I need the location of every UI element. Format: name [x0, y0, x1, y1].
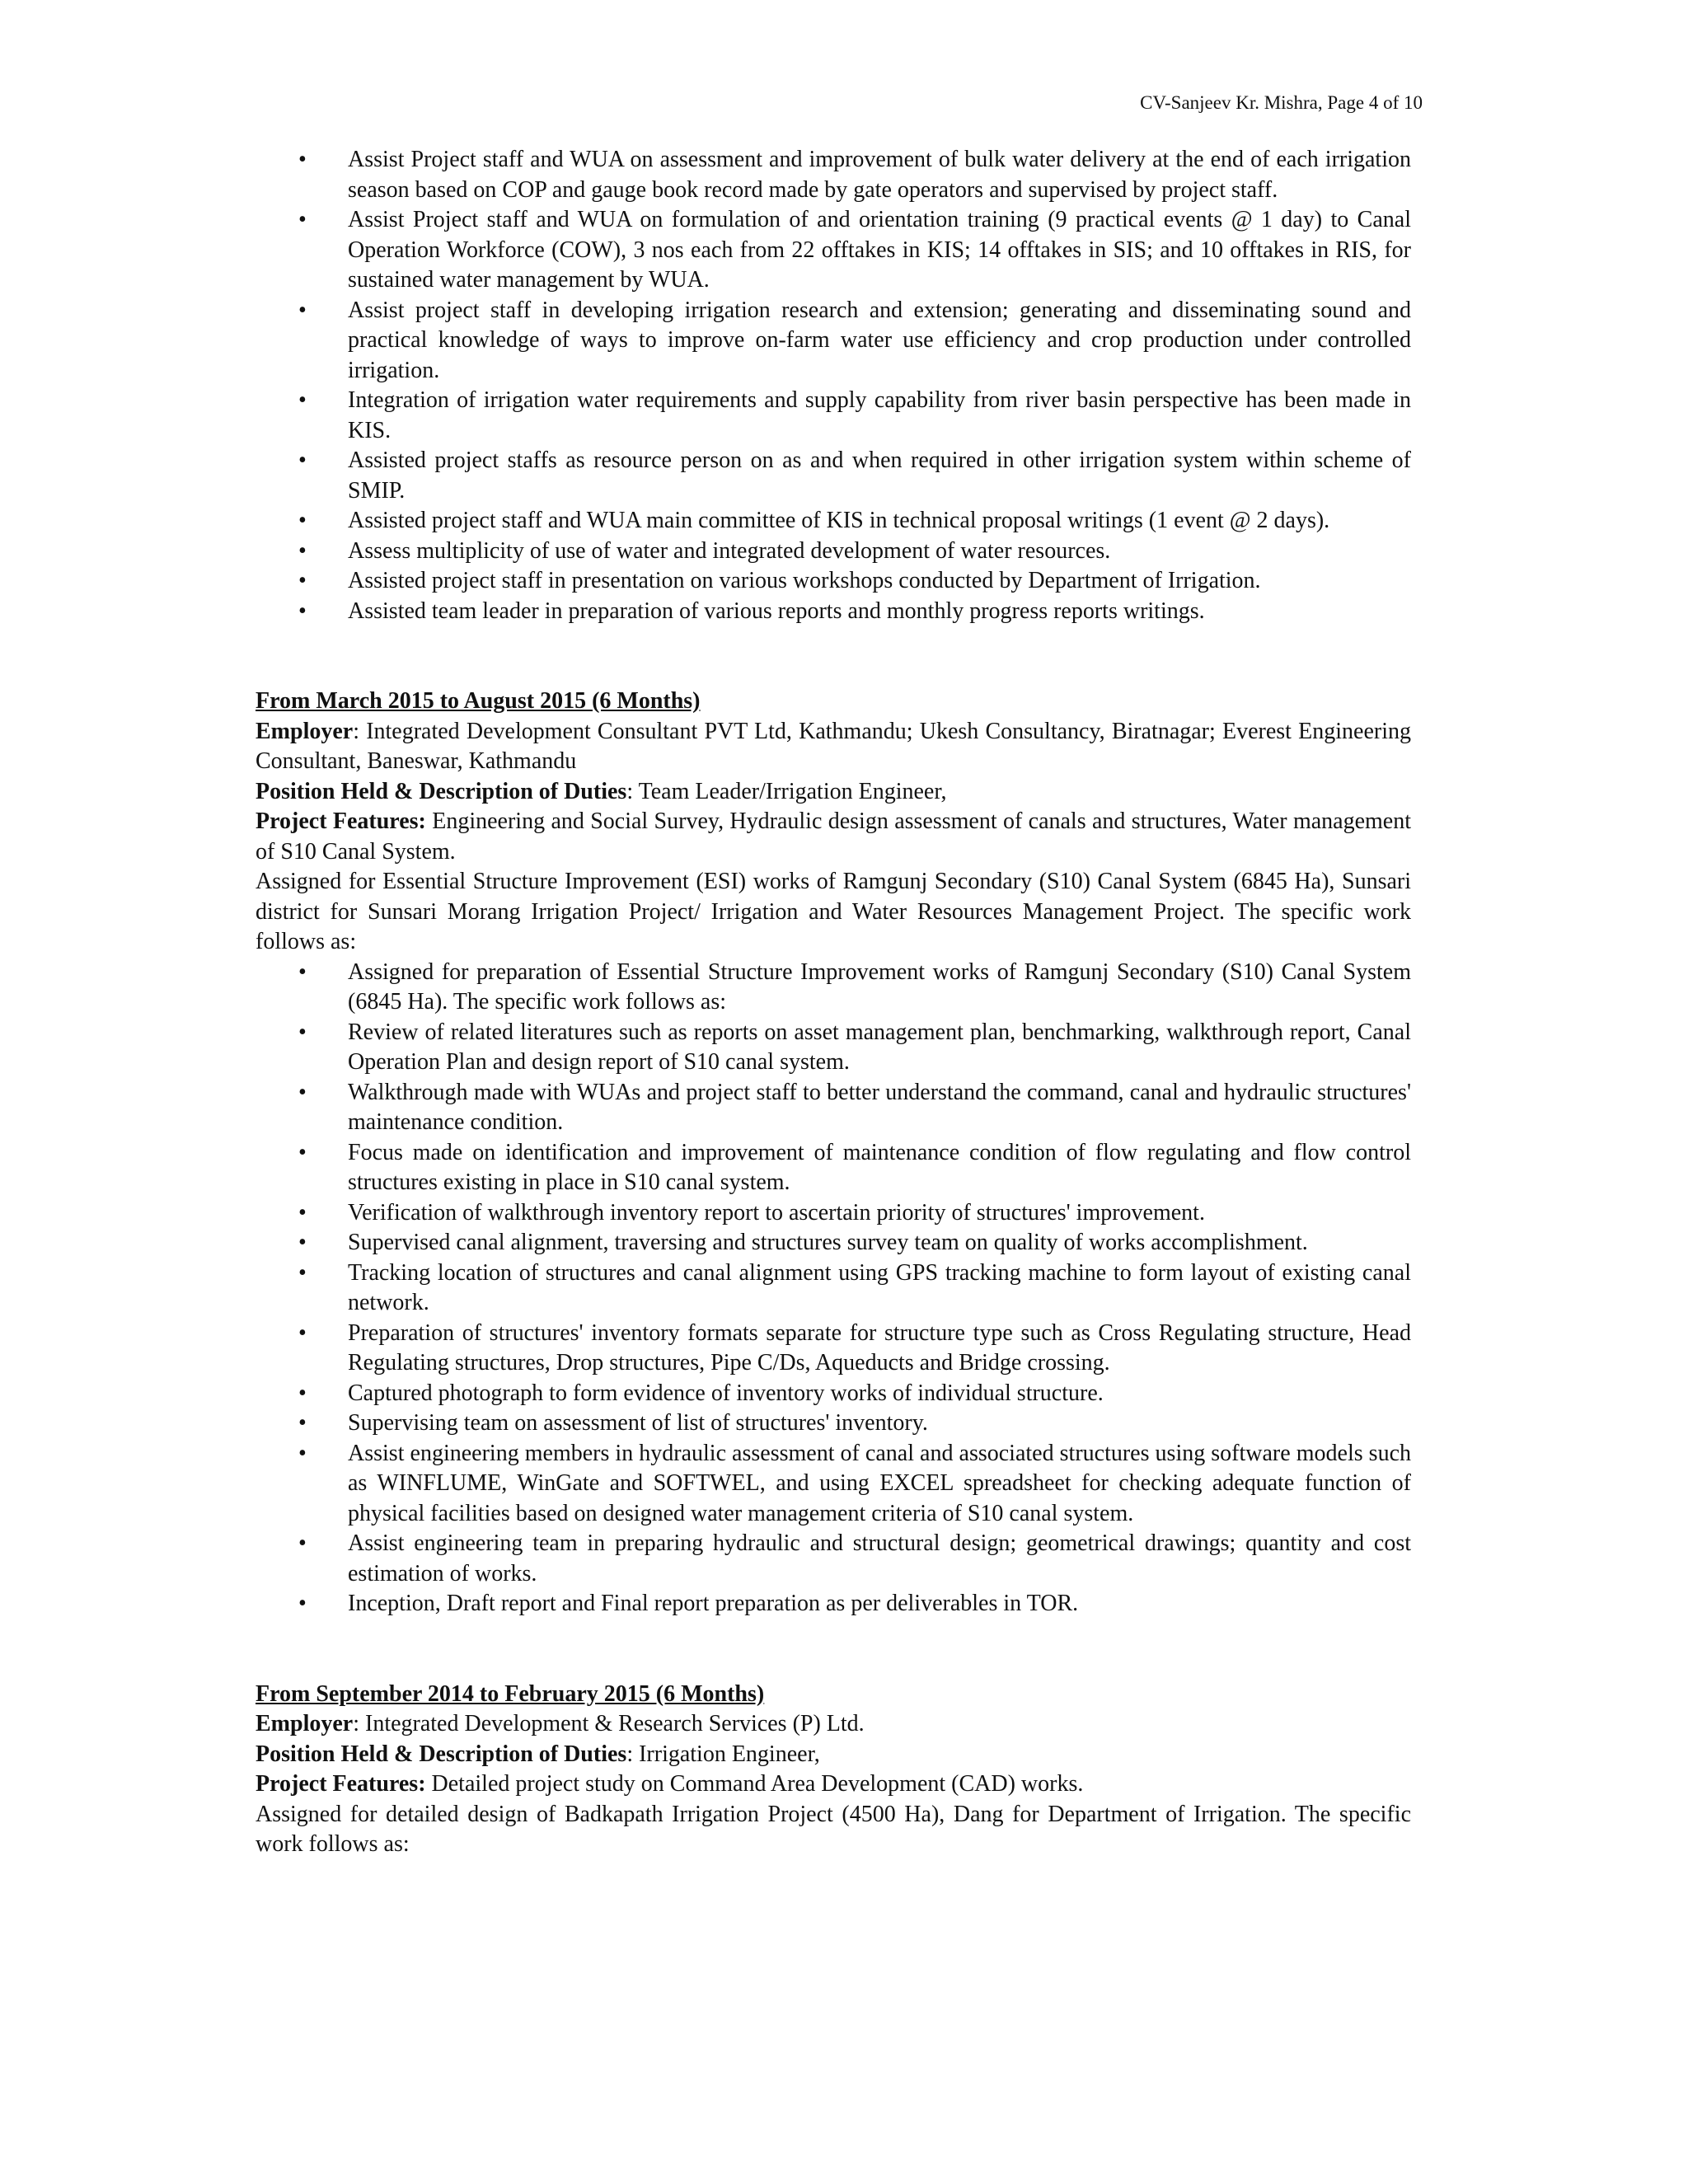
- list-item: • Supervised canal alignment, traversing and structures survey team on quality of works accomplishment.: [256, 1228, 1411, 1258]
- list-item: • Assist project staff in developing irrigation research and extension; generating and disseminating sound and practical knowledge of ways to improve on-farm water use efficiency and crop production under controlled irrigation.: [256, 296, 1411, 387]
- list-item: • Verification of walkthrough inventory report to ascertain priority of structures' improvement.: [256, 1198, 1411, 1229]
- list-item: • Tracking location of structures and canal alignment using GPS tracking machine to form layout of existing canal network.: [256, 1258, 1411, 1319]
- position-label: Position Held & Description of Duties: [256, 1741, 627, 1767]
- list-item: • Assisted project staff and WUA main committee of KIS in technical proposal writings (1 event @ 2 days).: [256, 506, 1411, 537]
- features-value: Engineering and Social Survey, Hydraulic design assessment of canals and structures, Water management of S10 Canal System.: [256, 808, 1411, 865]
- list-item: • Captured photograph to form evidence of inventory works of individual structure.: [256, 1379, 1411, 1409]
- section-heading: From March 2015 to August 2015 (6 Months): [256, 688, 701, 714]
- experience-section-1: [256, 687, 1411, 1619]
- list-item: • Integration of irrigation water requirements and supply capability from river basin perspective has been made in KIS.: [256, 386, 1411, 446]
- features-label: Project Features:: [256, 808, 426, 834]
- list-item: • Assess multiplicity of use of water and integrated development of water resources.: [256, 537, 1411, 567]
- position-value: : Team Leader/Irrigation Engineer,: [626, 778, 947, 804]
- list-item: • Assisted project staffs as resource person on as and when required in other irrigation system within scheme of SMIP.: [256, 446, 1411, 506]
- employer-label: Employer: [256, 718, 354, 744]
- list-item: • Focus made on identification and improvement of maintenance condition of flow regulating and flow control structures existing in place in S10 canal system.: [256, 1138, 1411, 1198]
- list-item: • Review of related literatures such as reports on asset management plan, benchmarking, walkthrough report, Canal Operation Plan and design report of S10 canal system.: [256, 1018, 1411, 1078]
- duties-bullet-list: [256, 958, 1411, 1619]
- employer-value: : Integrated Development & Research Services (P) Ltd.: [353, 1711, 865, 1736]
- list-item: • Assist Project staff and WUA on assessment and improvement of bulk water delivery at the end of each irrigation season based on COP and gauge book record made by gate operators and supervised by project staff.: [256, 145, 1411, 205]
- list-item: • Supervising team on assessment of list of structures' inventory.: [256, 1408, 1411, 1439]
- list-item: • Assist Project staff and WUA on formulation of and orientation training (9 practical events @ 1 day) to Canal Operation Workforce (COW), 3 nos each from 22 offtakes in KIS; 14 offtakes in SIS; and 10 offtakes in RIS, for sustained water management by WUA.: [256, 205, 1411, 296]
- list-item: • Assisted team leader in preparation of various reports and monthly progress reports writings.: [256, 597, 1411, 627]
- list-item: • Assist engineering members in hydraulic assessment of canal and associated structures using software models such as WINFLUME, WinGate and SOFTWEL, and using EXCEL spreadsheet for checking adequate function of physical facilities based on designed water management criteria of S10 canal system.: [256, 1439, 1411, 1530]
- top-bullet-list: [256, 145, 1411, 626]
- assignment-text: Assigned for detailed design of Badkapath Irrigation Project (4500 Ha), Dang for Department of Irrigation. The specific work follows as:: [256, 1801, 1411, 1857]
- features-line: [256, 1769, 1411, 1800]
- list-item: • Preparation of structures' inventory formats separate for structure type such as Cross Regulating structure, Head Regulating structures, Drop structures, Pipe C/Ds, Aqueducts and Bridge crossing.: [256, 1319, 1411, 1379]
- features-line: [256, 807, 1411, 867]
- employer-label: Employer: [256, 1711, 354, 1736]
- list-item: • Assigned for preparation of Essential Structure Improvement works of Ramgunj Secondary (S10) Canal System (6845 Ha). The specific work follows as:: [256, 958, 1411, 1018]
- features-label: Project Features:: [256, 1771, 426, 1797]
- section-heading: From September 2014 to February 2015 (6 Months): [256, 1680, 765, 1707]
- page-header: CV-Sanjeev Kr. Mishra, Page 4 of 10: [1140, 92, 1423, 113]
- position-line: [256, 1740, 1411, 1770]
- document-body: [256, 145, 1411, 1860]
- features-value: Detailed project study on Command Area Development (CAD) works.: [425, 1771, 1084, 1797]
- assignment-text: Assigned for Essential Structure Improvement (ESI) works of Ramgunj Secondary (S10) Canal System (6845 Ha), Sunsari district for Sunsari Morang Irrigation Project/ Irrigation and Water Resources Management Project. The specific work follows as:: [256, 869, 1411, 954]
- list-item: • Inception, Draft report and Final report preparation as per deliverables in TOR.: [256, 1589, 1411, 1619]
- employer-value: : Integrated Development Consultant PVT Ltd, Kathmandu; Ukesh Consultancy, Biratnagar; Everest Engineering Consultant, Baneswar, Kathmandu: [256, 718, 1411, 774]
- list-item: • Walkthrough made with WUAs and project staff to better understand the command, canal and hydraulic structures' maintenance condition.: [256, 1078, 1411, 1138]
- position-line: [256, 777, 1411, 808]
- position-value: : Irrigation Engineer,: [626, 1741, 820, 1767]
- employer-line: [256, 1709, 1411, 1740]
- employer-line: [256, 717, 1411, 777]
- list-item: • Assisted project staff in presentation on various workshops conducted by Department of Irrigation.: [256, 566, 1411, 597]
- list-item: • Assist engineering team in preparing hydraulic and structural design; geometrical drawings; quantity and cost estimation of works.: [256, 1529, 1411, 1589]
- position-label: Position Held & Description of Duties: [256, 778, 627, 804]
- experience-section-2: [256, 1680, 1411, 1860]
